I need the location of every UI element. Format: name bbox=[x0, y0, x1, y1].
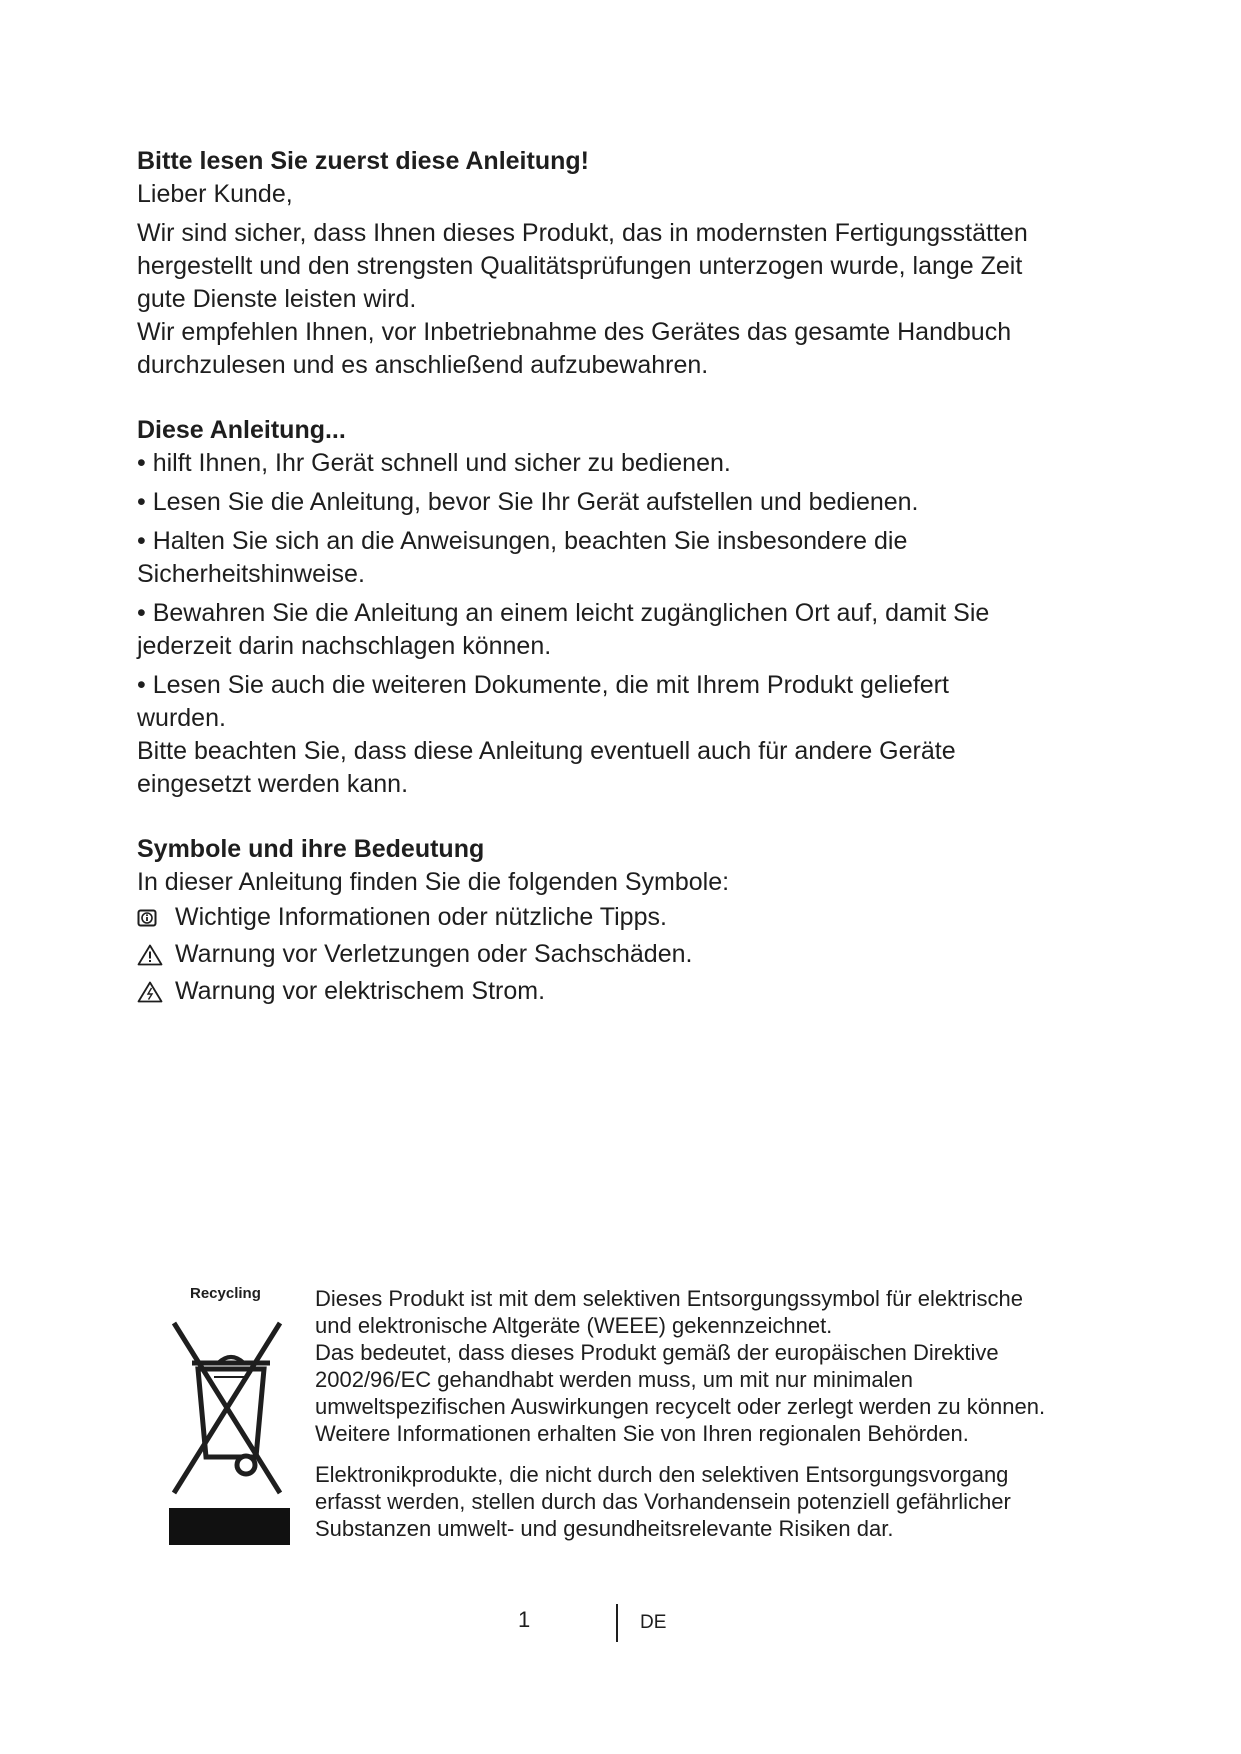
intro-paragraph-line: gute Dienste leisten wird. bbox=[137, 285, 417, 313]
manual-note: Bitte beachten Sie, dass diese Anleitung eventuell auch für andere Geräte bbox=[137, 737, 956, 765]
info-icon bbox=[137, 908, 175, 928]
manual-bullet: • Bewahren Sie die Anleitung an einem leicht zugänglichen Ort auf, damit Sie bbox=[137, 599, 990, 627]
recycling-line: 2002/96/EC gehandhabt werden muss, um mit nur minimalen bbox=[315, 1367, 913, 1392]
manual-bullet-cont: jederzeit darin nachschlagen können. bbox=[137, 632, 552, 660]
intro-paragraph-line: durchzulesen und es anschließend aufzubewahren. bbox=[137, 351, 709, 379]
recycling-line: Das bedeutet, dass dieses Produkt gemäß der europäischen Direktive bbox=[315, 1340, 999, 1365]
manual-bullet-cont: Sicherheitshinweise. bbox=[137, 560, 365, 588]
recycling-line: Substanzen umwelt- und gesundheitsrelevante Risiken dar. bbox=[315, 1516, 894, 1541]
page-number: 1 bbox=[518, 1607, 531, 1632]
recycling-text bbox=[315, 1285, 1135, 1542]
footer-divider bbox=[616, 1604, 618, 1642]
recycling-label: Recycling bbox=[190, 1285, 261, 1302]
symbol-row-info bbox=[137, 899, 1117, 936]
recycling-line: und elektronische Altgeräte (WEEE) gekennzeichnet. bbox=[315, 1313, 833, 1338]
recycling-line: Elektronikprodukte, die nicht durch den selektiven Entsorgungsvorgang bbox=[315, 1462, 1009, 1487]
warning-icon bbox=[137, 981, 175, 1003]
manual-bullet: • hilft Ihnen, Ihr Gerät schnell und sicher zu bedienen. bbox=[137, 449, 731, 477]
recycling-line: Dieses Produkt ist mit dem selektiven Entsorgungssymbol für elektrische bbox=[315, 1286, 1023, 1311]
symbol-description: Wichtige Informationen oder nützliche Tipps. bbox=[175, 903, 667, 931]
salutation: Lieber Kunde, bbox=[137, 180, 293, 208]
recycling-line: Weitere Informationen erhalten Sie von Ihren regionalen Behörden. bbox=[315, 1421, 969, 1446]
language-code: DE bbox=[640, 1612, 667, 1633]
warning-icon bbox=[137, 944, 175, 966]
manual-note: eingesetzt werden kann. bbox=[137, 770, 409, 798]
manual-heading: Diese Anleitung... bbox=[137, 416, 346, 444]
intro-paragraph-line: Wir sind sicher, dass Ihnen dieses Produkt, das in modernsten Fertigungsstätten bbox=[137, 219, 1028, 247]
symbol-description: Warnung vor elektrischem Strom. bbox=[175, 977, 546, 1005]
intro-paragraph-line: hergestellt und den strengsten Qualitätsprüfungen unterzogen wurde, lange Zeit bbox=[137, 252, 1023, 280]
symbol-row-electric bbox=[137, 973, 1117, 1010]
manual-bullet-cont: wurden. bbox=[137, 704, 226, 732]
intro-heading: Bitte lesen Sie zuerst diese Anleitung! bbox=[137, 147, 589, 175]
recycling-line: erfasst werden, stellen durch das Vorhandensein potenziell gefährlicher bbox=[315, 1489, 1011, 1514]
page-content bbox=[137, 145, 1117, 1010]
weee-black-bar bbox=[169, 1508, 290, 1545]
manual-bullet: • Halten Sie sich an die Anweisungen, beachten Sie insbesondere die bbox=[137, 527, 908, 555]
manual-bullet: • Lesen Sie die Anleitung, bevor Sie Ihr Gerät aufstellen und bedienen. bbox=[137, 488, 919, 516]
symbols-heading: Symbole und ihre Bedeutung bbox=[137, 835, 485, 863]
symbols-intro: In dieser Anleitung finden Sie die folgenden Symbole: bbox=[137, 868, 730, 896]
manual-bullet: • Lesen Sie auch die weiteren Dokumente, die mit Ihrem Produkt geliefert bbox=[137, 671, 949, 699]
symbol-description: Warnung vor Verletzungen oder Sachschäden. bbox=[175, 940, 693, 968]
intro-paragraph-line: Wir empfehlen Ihnen, vor Inbetriebnahme des Gerätes das gesamte Handbuch bbox=[137, 318, 1012, 346]
symbol-row-warning bbox=[137, 936, 1117, 973]
recycling-line: umweltspezifischen Auswirkungen recycelt oder zerlegt werden zu können. bbox=[315, 1394, 1046, 1419]
crossed-bin-icon bbox=[170, 1315, 290, 1500]
